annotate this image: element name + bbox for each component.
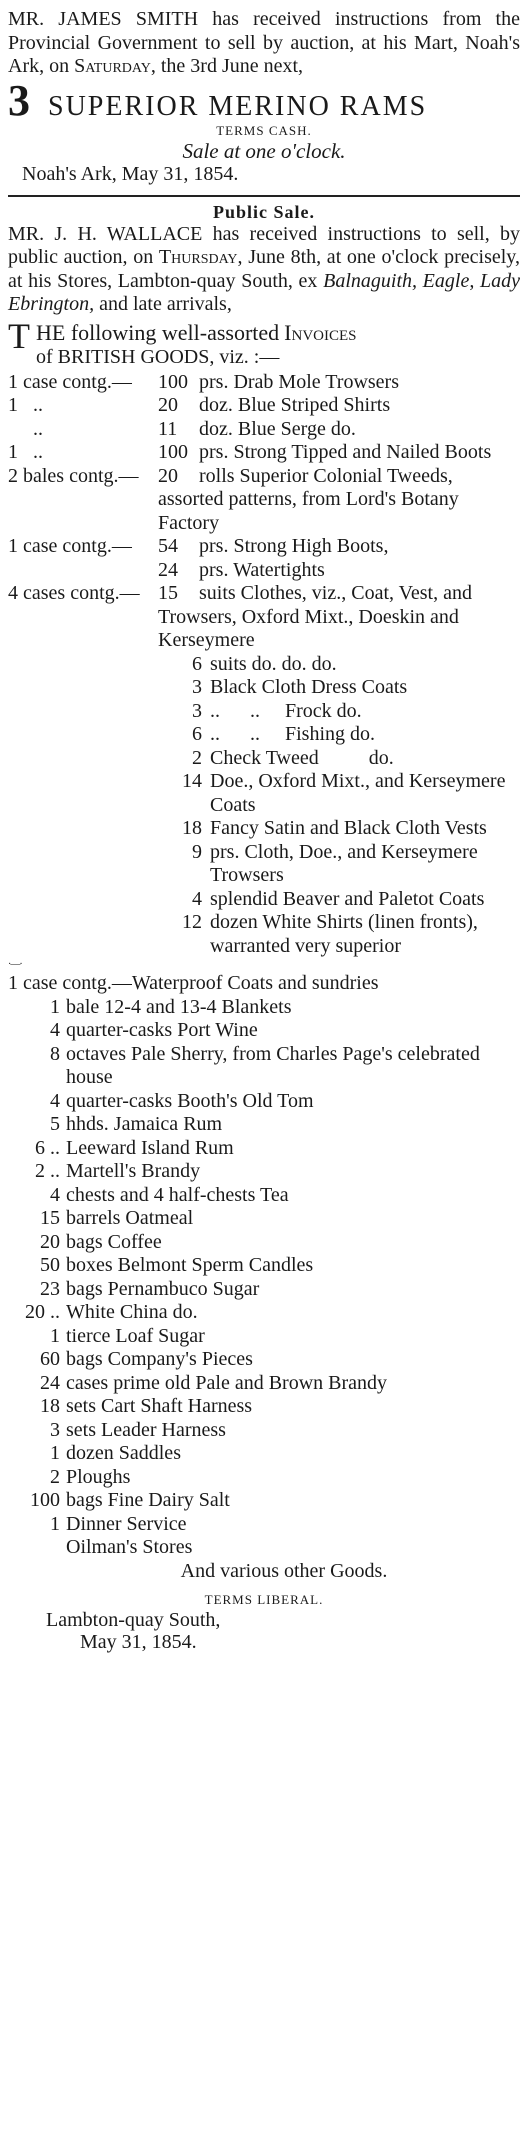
ad2-following-a: HE following well-assorted xyxy=(36,319,280,345)
item-row xyxy=(8,1090,520,1114)
item-desc: chests and 4 half-chests Tea xyxy=(66,1183,289,1206)
item-qty: 50 xyxy=(40,1254,60,1276)
lot-desc: doz. Blue Striped Shirts xyxy=(199,394,391,416)
sub-lot-row xyxy=(8,747,520,771)
item-qty: 1 xyxy=(50,995,60,1018)
lot-qty: 20 xyxy=(158,464,178,487)
sub-lot-qty: 6 xyxy=(192,652,202,675)
item-row xyxy=(8,1372,520,1396)
lot-desc: prs. Strong Tipped and Nailed Boots xyxy=(199,441,492,463)
item-row xyxy=(8,1254,520,1278)
item-row xyxy=(8,1113,520,1137)
sub-lot-qty: 6 xyxy=(192,723,202,745)
item-qty: 1 xyxy=(50,1442,60,1464)
item-row xyxy=(8,1137,520,1161)
item-row xyxy=(8,1043,520,1090)
item-desc: bags Pernambuco Sugar xyxy=(66,1277,260,1300)
lot-qty: 15 xyxy=(158,582,178,604)
lot-desc: prs. Drab Mole Trowsers xyxy=(199,370,399,393)
ad2-items xyxy=(0,996,528,1560)
sub-lot-row xyxy=(8,911,520,958)
item-qty: 4 xyxy=(50,1183,60,1206)
ad2-intro-a: MR. J. H. WALLACE has received instructions to sell, by public auction, on xyxy=(8,222,520,268)
item-desc: quarter-casks Port Wine xyxy=(66,1019,258,1041)
ad2-following-line xyxy=(0,315,528,369)
sub-lot-desc: Doe., Oxford Mixt., and Kerseymere Coats xyxy=(210,770,506,816)
item-desc: cases prime old Pale and Brown Brandy xyxy=(66,1371,388,1394)
item-desc: bale 12-4 and 13-4 Blankets xyxy=(66,995,292,1018)
lot-qty: 11 xyxy=(158,417,178,440)
item-qty: 100 xyxy=(30,1489,60,1511)
sub-lot-desc: .. .. Frock do. xyxy=(210,699,362,722)
ad2-following-b: of BRITISH GOODS, viz. :— xyxy=(36,345,280,368)
lot-desc: rolls Superior Colonial Tweeds, assorted patterns, from Lord's Botany Factory xyxy=(158,464,459,534)
item-qty: 15 xyxy=(40,1207,60,1229)
item-desc: Dinner Service xyxy=(66,1512,187,1535)
ad2-sign-date: May 31, 1854. xyxy=(80,1631,197,1653)
ad2-ship-3: Lady Ebrington, xyxy=(8,269,520,315)
ad2-heading: Public Sale. xyxy=(212,201,315,222)
ad1-lot-headline xyxy=(0,75,528,125)
lot-row xyxy=(8,394,520,418)
sub-lot-desc: .. .. Fishing do. xyxy=(210,723,376,745)
item-qty: 4 xyxy=(50,1089,60,1112)
ad2-ship-1: Balnaguith, xyxy=(323,269,417,292)
sub-lot-row xyxy=(8,770,520,817)
ad2-waterproof-lot: 1 case contg.—Waterproof Coats and sundries xyxy=(8,972,379,994)
item-qty: 6 .. xyxy=(35,1136,60,1159)
ad2-sign-place: Lambton-quay South, xyxy=(46,1609,221,1631)
sub-lot-qty: 3 xyxy=(192,676,202,698)
sub-lot-desc: Fancy Satin and Black Cloth Vests xyxy=(210,817,487,839)
item-desc: Martell's Brandy xyxy=(66,1160,201,1182)
item-qty: 60 xyxy=(40,1348,60,1370)
sub-lot-desc: prs. Cloth, Doe., and Kerseymere Trowsers xyxy=(210,840,478,886)
item-row xyxy=(8,1442,520,1466)
item-row xyxy=(8,1184,520,1208)
sub-lot-desc: suits do. do. do. xyxy=(210,652,337,675)
ad1-lot-title: SUPERIOR MERINO RAMS xyxy=(48,90,428,122)
item-desc: White China do. xyxy=(66,1301,198,1323)
lot-qty: 20 xyxy=(158,394,178,416)
item-qty: 1 xyxy=(50,1324,60,1347)
item-desc: bags Company's Pieces xyxy=(66,1348,253,1370)
sub-lot-qty: 4 xyxy=(192,887,202,910)
lot-row xyxy=(8,559,520,583)
lot-lhs: 1 .. xyxy=(8,394,43,416)
ad1-body-text: MR. JAMES SMITH has received instructions from the Provincial Government to sell by auction, at his Mart, Noah's Ark, on xyxy=(8,8,520,77)
item-qty: 2 .. xyxy=(35,1160,60,1182)
sub-lot-qty: 9 xyxy=(192,840,202,863)
item-desc: dozen Saddles xyxy=(66,1442,181,1464)
ad1-day: Saturday, xyxy=(74,55,156,77)
lot-row xyxy=(8,441,520,465)
lot-qty: 100 xyxy=(158,370,188,393)
sub-lot-desc: dozen White Shirts (linen fronts), warranted very superior xyxy=(210,911,478,957)
item-row xyxy=(8,1207,520,1231)
lot-row xyxy=(8,465,520,536)
ad1-lot-number: 3 xyxy=(8,75,30,125)
item-qty: 20 .. xyxy=(25,1301,60,1323)
lot-lhs: 2 bales contg.— xyxy=(8,464,139,487)
lot-lhs xyxy=(8,559,158,583)
item-row xyxy=(8,996,520,1020)
lot-row xyxy=(8,418,520,442)
item-row xyxy=(8,1301,520,1325)
ad1-dateline: Noah's Ark, May 31, 1854. xyxy=(22,163,239,185)
lot-qty: 54 xyxy=(158,535,178,557)
lot-desc: prs. Watertights xyxy=(199,558,325,581)
lot-row xyxy=(8,582,520,653)
sub-lot-row xyxy=(8,817,520,841)
item-desc: Ploughs xyxy=(66,1465,131,1488)
item-qty: 1 xyxy=(50,1512,60,1535)
item-qty: 24 xyxy=(40,1371,60,1394)
sub-lot-qty: 3 xyxy=(192,699,202,722)
item-qty: 5 xyxy=(50,1113,60,1135)
item-row xyxy=(8,1395,520,1419)
sub-lot-row xyxy=(8,723,520,747)
ad2-intro-b: June 8th, at one o'clock precisely, at his Stores, Lambton-quay South, ex xyxy=(8,246,520,292)
ad2-following-invoices: Invoices xyxy=(284,319,357,345)
ad2-sub-lots xyxy=(0,653,528,959)
item-row xyxy=(8,1419,520,1443)
lot-lhs: .. xyxy=(8,417,43,440)
ad2-intro xyxy=(0,223,528,317)
ad1-date-rest: the 3rd June next, xyxy=(155,55,304,77)
item-desc: sets Cart Shaft Harness xyxy=(66,1395,253,1417)
ad2-intro-c: and late arrivals, xyxy=(94,293,232,315)
item-row xyxy=(8,1489,520,1513)
sub-lot-row xyxy=(8,653,520,677)
item-desc: hhds. Jamaica Rum xyxy=(66,1113,223,1135)
item-row xyxy=(8,1348,520,1372)
ad2-intro-day: Thursday, xyxy=(158,246,243,268)
item-desc: bags Coffee xyxy=(66,1230,162,1253)
item-desc: octaves Pale Sherry, from Charles Page's celebrated house xyxy=(66,1042,480,1088)
item-desc: tierce Loaf Sugar xyxy=(66,1324,205,1347)
sub-lot-desc: Check Tweed do. xyxy=(210,746,394,769)
ad2-lots xyxy=(0,369,528,653)
lot-lhs: 1 case contg.— xyxy=(8,535,132,557)
item-row xyxy=(8,1278,520,1302)
item-qty: 3 xyxy=(50,1418,60,1441)
lot-lhs: 1 .. xyxy=(8,441,43,463)
sub-lot-qty: 2 xyxy=(192,746,202,769)
lot-lhs: 4 cases contg.— xyxy=(8,582,140,604)
item-qty: 20 xyxy=(40,1230,60,1253)
item-desc: quarter-casks Booth's Old Tom xyxy=(66,1089,314,1112)
item-row xyxy=(8,1231,520,1255)
item-qty: 2 xyxy=(50,1465,60,1488)
item-qty: 8 xyxy=(50,1042,60,1065)
item-row xyxy=(8,1160,520,1184)
lot-row xyxy=(8,371,520,395)
ad1-sale-time: Sale at one o'clock. xyxy=(182,138,346,163)
ad2-ship-2: Eagle, xyxy=(422,269,475,292)
lot-desc: suits Clothes, viz., Coat, Vest, and Trowsers, Oxford Mixt., Doeskin and Kerseymere xyxy=(158,582,472,651)
ad2-dropcap: T xyxy=(8,315,30,356)
item-row xyxy=(8,1019,520,1043)
lot-lhs: 1 case contg.— xyxy=(8,370,132,393)
item-qty xyxy=(8,1536,66,1560)
sub-lot-qty: 18 xyxy=(182,817,202,839)
lot-row xyxy=(8,535,520,559)
sub-lot-qty: 14 xyxy=(182,770,202,792)
sub-lot-row xyxy=(8,676,520,700)
ad2-terms: TERMS LIBERAL. xyxy=(204,1592,324,1607)
item-row xyxy=(8,1513,520,1537)
ad-divider xyxy=(8,195,520,197)
item-qty: 23 xyxy=(40,1277,60,1300)
sub-lot-qty: 12 xyxy=(182,911,202,933)
item-desc: Leeward Island Rum xyxy=(66,1136,234,1159)
item-row xyxy=(8,1536,520,1560)
sub-lot-desc: Black Cloth Dress Coats xyxy=(210,676,408,698)
sub-lot-row xyxy=(8,888,520,912)
item-desc: bags Fine Dairy Salt xyxy=(66,1489,230,1511)
ad1-body xyxy=(0,8,528,79)
sub-lot-row xyxy=(8,700,520,724)
lot-desc: doz. Blue Serge do. xyxy=(199,417,356,440)
item-desc: barrels Oatmeal xyxy=(66,1207,194,1229)
lot-qty: 24 xyxy=(158,558,178,581)
item-qty: 4 xyxy=(50,1019,60,1041)
ad2-other-goods: And various other Goods. xyxy=(180,1559,388,1582)
lot-qty: 100 xyxy=(158,441,188,463)
item-row xyxy=(8,1466,520,1490)
item-row xyxy=(8,1325,520,1349)
sub-lot-row xyxy=(8,841,520,888)
item-desc: sets Leader Harness xyxy=(66,1418,226,1441)
item-desc: boxes Belmont Sperm Candles xyxy=(66,1254,314,1276)
ad1-terms: TERMS CASH. xyxy=(216,122,312,138)
item-qty: 18 xyxy=(40,1395,60,1417)
ink-smudge: ·—· xyxy=(8,959,22,970)
lot-desc: prs. Strong High Boots, xyxy=(199,535,389,557)
sub-lot-desc: splendid Beaver and Paletot Coats xyxy=(210,887,485,910)
item-desc: Oilman's Stores xyxy=(66,1536,193,1558)
